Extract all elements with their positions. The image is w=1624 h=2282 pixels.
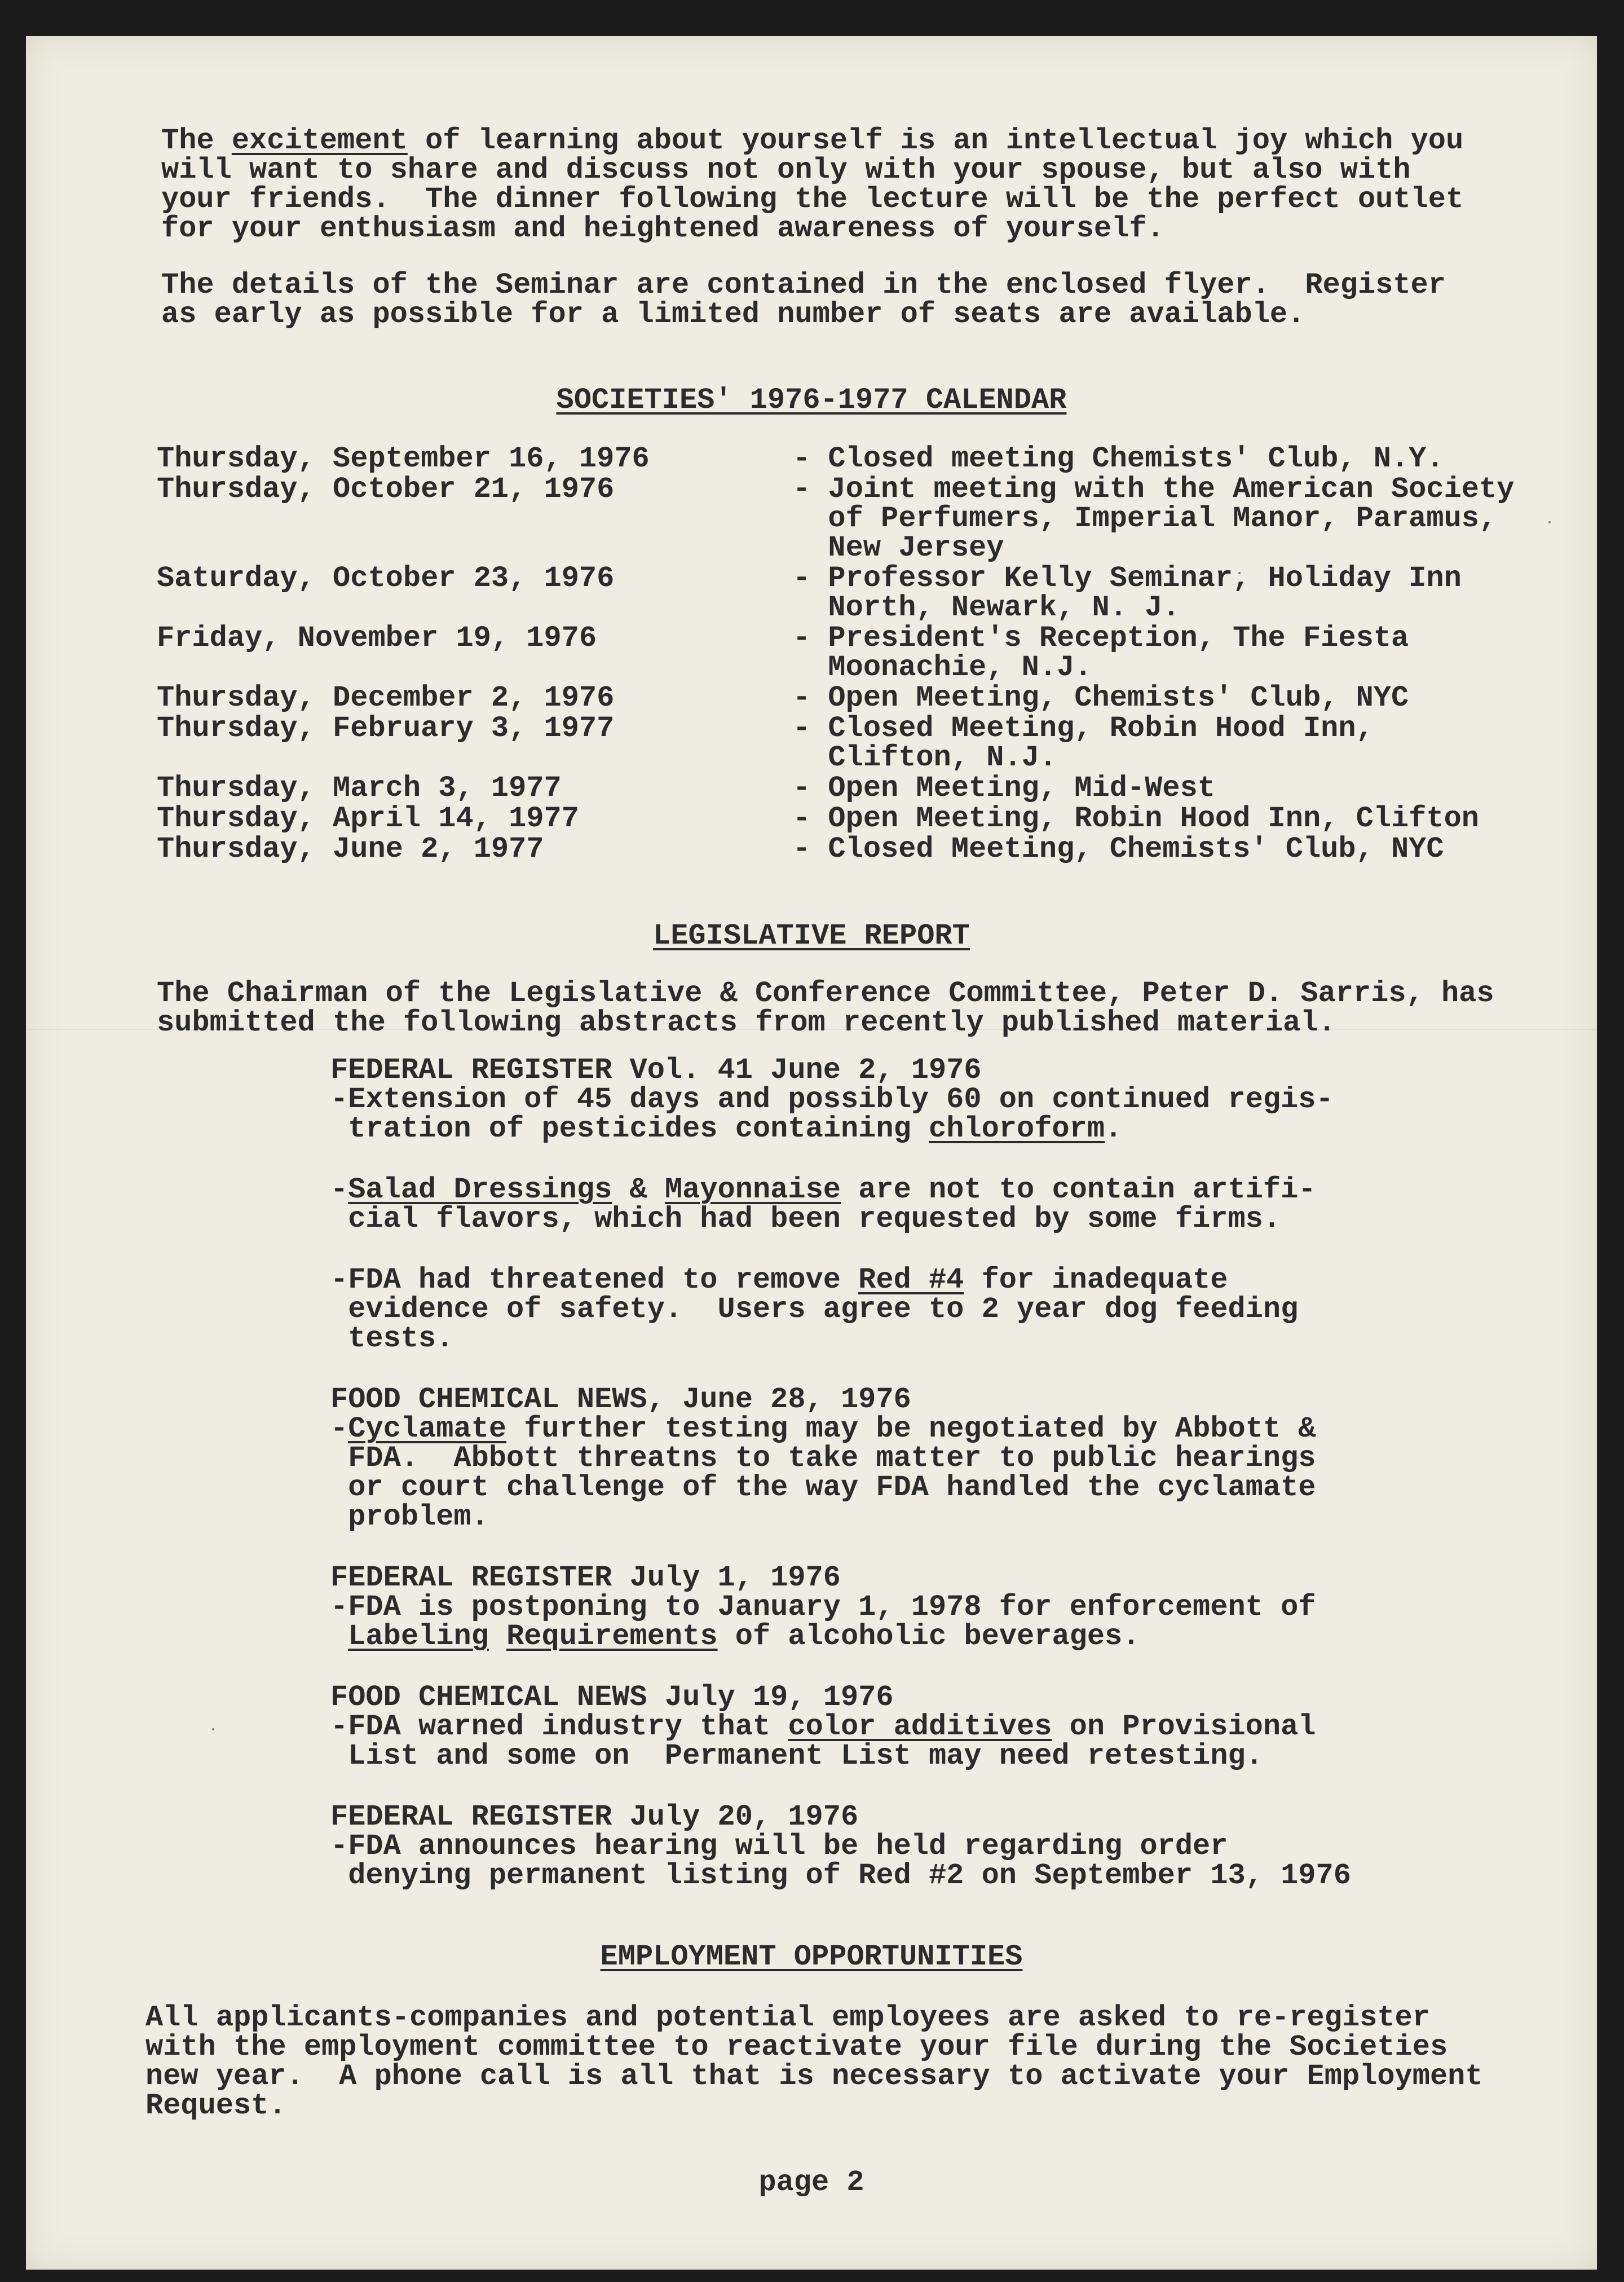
calendar-date: Thursday, February 3, 1977 bbox=[157, 712, 615, 745]
legislative-abstract-line bbox=[330, 1473, 1316, 1503]
text-run: further testing may be negotiated by Abbott & bbox=[506, 1412, 1316, 1446]
paper-speck bbox=[212, 1728, 214, 1730]
legislative-abstract-line bbox=[330, 1085, 1334, 1114]
text-run: denying permanent listing of Red #2 on September 13, 1976 bbox=[330, 1859, 1351, 1892]
text-run: The Chairman of the Legislative & Conference Committee, Peter D. Sarris, has bbox=[157, 977, 1494, 1010]
text-run: new year. A phone call is all that is necessary to activate your Employment bbox=[145, 2060, 1483, 2093]
calendar-event: North, Newark, N. J. bbox=[793, 591, 1180, 624]
legislative-abstract-line bbox=[330, 1800, 859, 1834]
legislative-abstract-line bbox=[330, 1739, 1263, 1773]
text-run: problem. bbox=[330, 1500, 489, 1534]
text-run: & bbox=[612, 1173, 665, 1206]
text-run: FDA. Abbott threatns to take matter to public hearings bbox=[330, 1442, 1316, 1475]
calendar-date: Friday, November 19, 1976 bbox=[157, 622, 597, 655]
text-run: as early as possible for a limited number of seats are available. bbox=[161, 298, 1305, 331]
text-run: -FDA warned industry that bbox=[330, 1710, 788, 1743]
legislative-abstract-line bbox=[330, 1202, 1281, 1236]
legislative-abstract-line bbox=[330, 1563, 841, 1593]
text-run: . bbox=[1105, 1112, 1123, 1146]
text-run: FEDERAL REGISTER Vol. 41 June 2, 1976 bbox=[330, 1054, 982, 1087]
underlined-text: Requirements bbox=[506, 1620, 718, 1653]
text-run bbox=[330, 1620, 348, 1653]
text-run: submitted the following abstracts from recently published material. bbox=[157, 1006, 1336, 1039]
intro-line bbox=[161, 126, 1463, 156]
underlined-text: Red #4 bbox=[858, 1263, 964, 1297]
calendar-event: - Closed meeting Chemists' Club, N.Y. bbox=[793, 442, 1444, 475]
legislative-abstract-line bbox=[330, 1056, 982, 1085]
legislative-abstract-line bbox=[330, 1263, 1228, 1297]
text-run: -FDA had threatened to remove bbox=[330, 1263, 859, 1297]
text-run: The details of the Seminar are contained in the enclosed flyer. Register bbox=[161, 268, 1446, 302]
calendar-event: Moonachie, N.J. bbox=[793, 651, 1092, 684]
legislative-intro-line bbox=[157, 979, 1494, 1008]
calendar-event: - Open Meeting, Chemists' Club, NYC bbox=[793, 681, 1409, 715]
text-run: FOOD CHEMICAL NEWS, June 28, 1976 bbox=[330, 1383, 911, 1416]
text-run: FOOD CHEMICAL NEWS July 19, 1976 bbox=[330, 1681, 894, 1714]
employment-line bbox=[145, 2062, 1483, 2091]
underlined-text: Labeling bbox=[348, 1620, 489, 1653]
text-run: are not to contain artifi- bbox=[840, 1173, 1316, 1206]
employment-line bbox=[145, 2003, 1430, 2033]
text-run: FEDERAL REGISTER July 1, 1976 bbox=[330, 1561, 841, 1594]
text-run: will want to share and discuss not only with your spouse, but also with bbox=[161, 153, 1411, 187]
legislative-abstract-line bbox=[330, 1500, 489, 1534]
calendar-date: Saturday, October 23, 1976 bbox=[157, 562, 615, 595]
legislative-heading: LEGISLATIVE REPORT bbox=[653, 919, 970, 953]
legislative-intro-line bbox=[157, 1008, 1336, 1038]
calendar-event: - Open Meeting, Robin Hood Inn, Clifton bbox=[793, 802, 1479, 835]
text-run: - bbox=[330, 1173, 348, 1206]
legislative-abstract-line bbox=[330, 1683, 894, 1712]
text-run: -FDA announces hearing will be held regarding order bbox=[330, 1830, 1228, 1863]
text-run: cial flavors, which had been requested by some firms. bbox=[330, 1202, 1281, 1236]
calendar-event: Clifton, N.J. bbox=[793, 741, 1057, 774]
underlined-text: excitement bbox=[231, 124, 408, 157]
calendar-date: Thursday, October 21, 1976 bbox=[157, 473, 615, 506]
text-run: tration of pesticides containing bbox=[330, 1112, 929, 1146]
text-run: or court challenge of the way FDA handled the cyclamate bbox=[330, 1471, 1316, 1504]
legislative-abstract-line bbox=[330, 1832, 1228, 1861]
employment-line bbox=[145, 2091, 286, 2121]
underlined-text: Salad Dressings bbox=[348, 1173, 612, 1206]
calendar-event: - Closed Meeting, Robin Hood Inn, bbox=[793, 712, 1374, 745]
legislative-abstract-line bbox=[330, 1385, 911, 1415]
text-run: The bbox=[161, 124, 232, 157]
text-run: for your enthusiasm and heightened awareness of yourself. bbox=[161, 212, 1164, 245]
legislative-abstract-line bbox=[330, 1593, 1316, 1622]
text-run: your friends. The dinner following the lecture will be the perfect outlet bbox=[161, 183, 1464, 216]
text-run: evidence of safety. Users agree to 2 year dog feeding bbox=[330, 1293, 1299, 1326]
calendar-heading: SOCIETIES' 1976-1977 CALENDAR bbox=[556, 384, 1067, 417]
text-run: with the employment committee to reactivate your file during the Societies bbox=[145, 2030, 1448, 2064]
legislative-abstract-line bbox=[330, 1175, 1316, 1205]
text-run: FEDERAL REGISTER July 20, 1976 bbox=[330, 1800, 859, 1834]
calendar-date: Thursday, December 2, 1976 bbox=[157, 681, 615, 715]
employment-line bbox=[145, 2030, 1448, 2064]
employment-heading: EMPLOYMENT OPPORTUNITIES bbox=[600, 1940, 1023, 1973]
intro-line bbox=[161, 268, 1446, 302]
legislative-abstract-line bbox=[330, 1712, 1316, 1742]
text-run: - bbox=[330, 1412, 348, 1446]
legislative-abstract-line bbox=[330, 1114, 1122, 1144]
calendar-date: Thursday, June 2, 1977 bbox=[157, 832, 544, 866]
text-run: All applicants-companies and potential employees are asked to re-register bbox=[145, 2001, 1430, 2034]
calendar-event: - Professor Kelly Seminar, Holiday Inn bbox=[793, 562, 1462, 595]
text-run: of alcoholic beverages. bbox=[717, 1620, 1140, 1653]
intro-line bbox=[161, 214, 1164, 244]
text-run: List and some on Permanent List may need retesting. bbox=[330, 1739, 1263, 1773]
calendar-event: - Joint meeting with the American Society bbox=[793, 473, 1515, 506]
text-run: tests. bbox=[330, 1322, 454, 1355]
intro-line bbox=[161, 153, 1411, 187]
calendar-event: New Jersey bbox=[793, 531, 1004, 565]
legislative-abstract-line bbox=[330, 1622, 1140, 1651]
underlined-text: color additives bbox=[788, 1710, 1052, 1743]
text-run: on Provisional bbox=[1052, 1710, 1316, 1743]
legislative-abstract-line bbox=[330, 1295, 1298, 1324]
calendar-date: Thursday, March 3, 1977 bbox=[157, 772, 562, 805]
document-page bbox=[26, 36, 1597, 2270]
calendar-event: of Perfumers, Imperial Manor, Paramus, bbox=[793, 502, 1497, 535]
intro-line bbox=[161, 185, 1463, 214]
calendar-event: - President's Reception, The Fiesta bbox=[793, 622, 1409, 655]
legislative-abstract-line bbox=[330, 1324, 453, 1354]
calendar-event: - Closed Meeting, Chemists' Club, NYC bbox=[793, 832, 1444, 866]
intro-line bbox=[161, 300, 1305, 329]
text-run: -Extension of 45 days and possibly 60 on continued regis- bbox=[330, 1083, 1334, 1116]
underlined-text: Mayonnaise bbox=[664, 1173, 841, 1206]
legislative-abstract-line bbox=[330, 1444, 1316, 1473]
calendar-event: - Open Meeting, Mid-West bbox=[793, 772, 1215, 805]
page-number: page 2 bbox=[758, 2166, 864, 2199]
text-run: for inadequate bbox=[964, 1263, 1228, 1297]
text-run: of learning about yourself is an intellectual joy which you bbox=[407, 124, 1464, 157]
calendar-date: Thursday, September 16, 1976 bbox=[157, 442, 650, 475]
text-run bbox=[489, 1620, 506, 1653]
paper-speck bbox=[1548, 521, 1551, 523]
underlined-text: Cyclamate bbox=[348, 1412, 507, 1446]
text-run: Request. bbox=[145, 2089, 286, 2122]
legislative-abstract-line bbox=[330, 1412, 1316, 1446]
underlined-text: chloroform bbox=[928, 1112, 1105, 1146]
calendar-date: Thursday, April 14, 1977 bbox=[157, 802, 579, 835]
legislative-abstract-line bbox=[330, 1861, 1351, 1891]
text-run: -FDA is postponing to January 1, 1978 for enforcement of bbox=[330, 1591, 1316, 1624]
